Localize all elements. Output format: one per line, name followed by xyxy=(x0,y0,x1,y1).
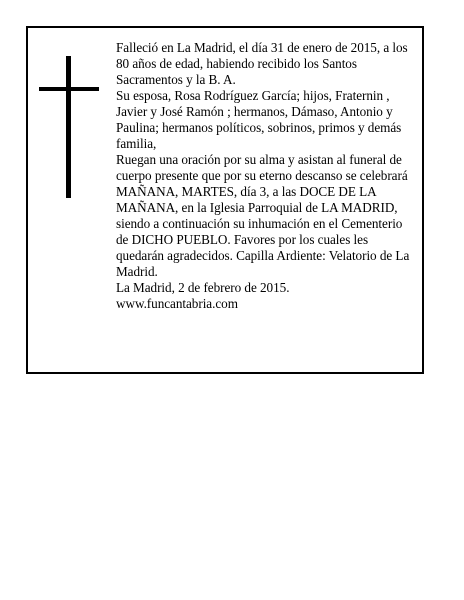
funeral-details: Ruegan una oración por su alma y asistan al funeral de cuerpo presente que por su eterno descanso se celebrará MAÑANA, MARTES, día 3, a las DOCE DE LA MAÑANA, en la Iglesia Parroquial de LA MADRID, siendo a continuación su inhumación en el Cementerio de DICHO PUEBLO. Favores por los cuales les quedarán agradecidos. Capilla Ardiente: Velatorio de La Madrid. xyxy=(116,152,410,279)
cross-vertical-bar xyxy=(66,56,71,198)
obituary-notice xyxy=(26,26,424,374)
cross-horizontal-bar xyxy=(39,87,99,91)
website-text: www.funcantabria.com xyxy=(116,296,238,311)
death-announcement: Falleció en La Madrid, el día 31 de enero de 2015, a los 80 años de edad, habiendo recibido los Santos Sacramentos y la B. A. xyxy=(116,40,408,87)
notice-text xyxy=(116,40,416,312)
family-list: Su esposa, Rosa Rodríguez García; hijos, Fraternin , Javier y José Ramón ; hermanos, Dámaso, Antonio y Paulina; hermanos políticos, sobrinos, primos y demás familia, xyxy=(116,88,402,151)
place-date: La Madrid, 2 de febrero de 2015. xyxy=(116,280,290,295)
